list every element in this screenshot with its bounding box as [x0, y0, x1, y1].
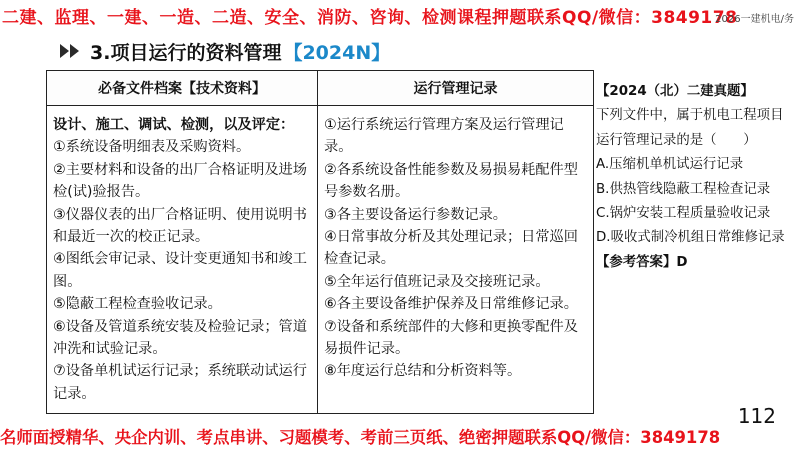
top-contact-banner: 二建、监理、一建、一造、二造、安全、消防、咨询、检测课程押题联系QQ/微信：3849178 [2, 8, 738, 27]
operation-records-header: 运行管理记录 [318, 71, 593, 106]
list-item: ⑥设备及管道系统安装及检验记录；管道冲洗和试验记录。 [53, 318, 307, 358]
year-tag: 【2024N】 [283, 41, 391, 64]
page-number: 112 [737, 404, 776, 428]
section-title-row [60, 38, 390, 64]
list-item: ④图纸会审记录、设计变更通知书和竣工图。 [53, 251, 307, 290]
bottom-contact-banner: 名师面授精华、央企内训、考点串讲、习题模考、考前三页纸、绝密押题联系QQ/微信：3849178 [0, 428, 721, 447]
list-item: ③仪器仪表的出厂合格证明、使用说明书和最近一次的校正记录。 [53, 206, 307, 246]
question-option: D.吸收式制冷机组日常维修记录 [596, 230, 785, 246]
technical-docs-list [47, 106, 317, 405]
list-item: ③各主要设备运行参数记录。 [324, 206, 507, 223]
list-item: ②主要材料和设备的出厂合格证明及进场检(试)验报告。 [53, 161, 307, 201]
technical-docs-column [47, 71, 318, 413]
list-item: ⑦设备单机试运行记录；系统联动试运行记录。 [53, 363, 307, 402]
list-item: ①运行系统运行管理方案及运行管理记录。 [324, 117, 564, 156]
list-item: ⑦设备和系统部件的大修和更换零配件及易损件记录。 [324, 318, 578, 358]
operation-records-column [318, 71, 593, 413]
question-answer: 【参考答案】D [596, 254, 688, 270]
question-option: C.锅炉安装工程质量验收记录 [596, 206, 771, 222]
list-item: ④日常事故分析及其处理记录；日常巡回检查记录。 [324, 229, 578, 268]
records-table [46, 70, 594, 414]
exam-question [596, 80, 796, 275]
list-item: ①系统设备明细表及采购资料。 [53, 139, 251, 156]
operation-records-list [318, 106, 593, 383]
list-item: ⑤全年运行值班记录及交接班记录。 [324, 273, 550, 290]
list-item: ⑤隐蔽工程检查验收记录。 [53, 296, 222, 313]
double-arrow-icon [60, 42, 82, 60]
list-item: ⑥各主要设备维护保养及日常维修记录。 [324, 296, 578, 313]
question-option: B.供热管线隐蔽工程检查记录 [596, 181, 771, 197]
question-option: A.压缩机单机试运行记录 [596, 157, 744, 173]
list-item: ②各系统设备性能参数及易损易耗配件型号参数名册。 [324, 161, 578, 201]
course-tag: 2026一建机电/务 [715, 14, 794, 25]
question-header: 【2024（北）二建真题】 [596, 84, 754, 99]
technical-docs-header: 必备文件档案【技术资料】 [47, 71, 317, 106]
section-title: 3.项目运行的资料管理 [90, 41, 282, 64]
list-item: 设计、施工、调试、检测，以及评定： [53, 117, 295, 133]
list-item: ⑧年度运行总结和分析资料等。 [324, 363, 522, 380]
question-stem: 下列文件中，属于机电工程项目运行管理记录的是（ ） [596, 108, 784, 148]
